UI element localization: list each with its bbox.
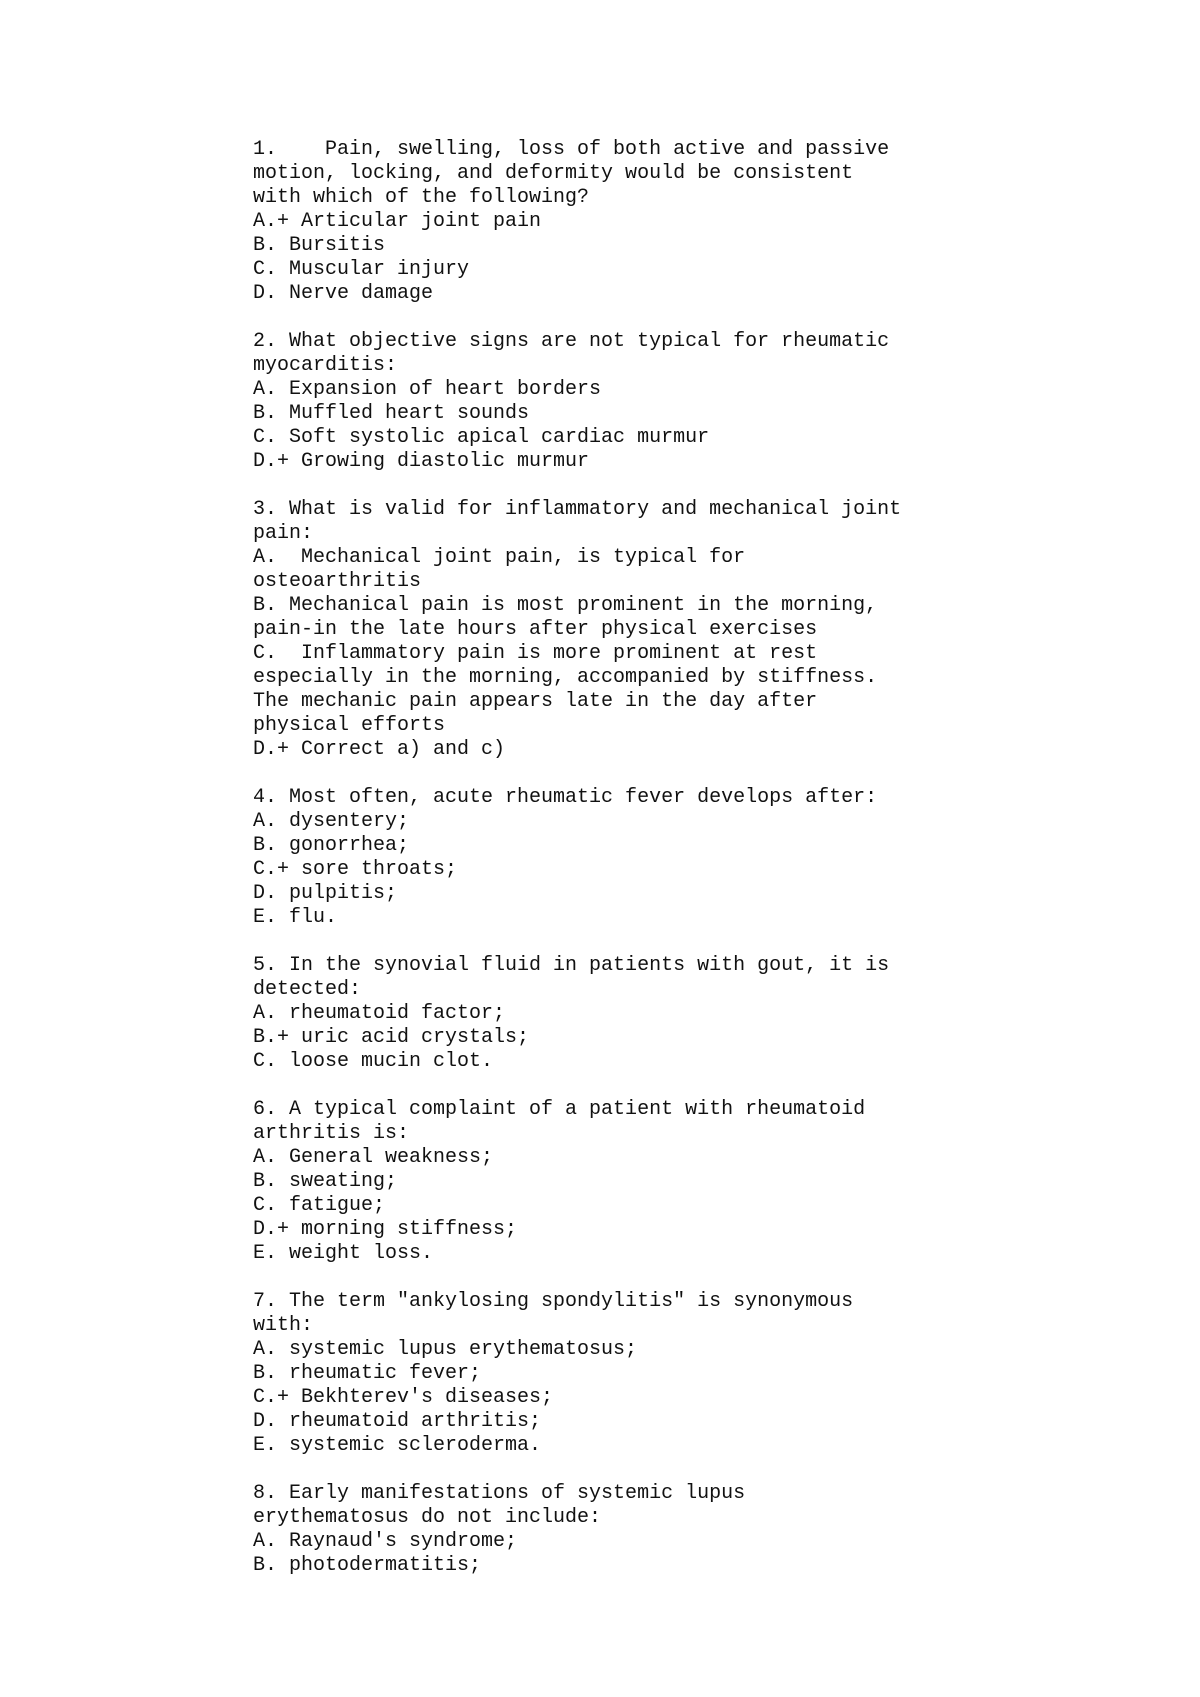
question-line: pain-in the late hours after physical exercises	[253, 618, 818, 641]
question-line: physical efforts	[253, 714, 446, 737]
question-line: myocarditis:	[253, 354, 398, 377]
question-line: C. Inflammatory pain is more prominent at rest	[253, 642, 818, 665]
question-line: with which of the following?	[253, 186, 590, 209]
question-line: C.+ sore throats;	[253, 858, 458, 881]
question-line: D.+ Growing diastolic murmur	[253, 450, 590, 473]
question-block	[253, 498, 1153, 762]
question-line: motion, locking, and deformity would be consistent	[253, 162, 854, 185]
question-block	[253, 138, 1153, 306]
question-line: E. weight loss.	[253, 1242, 434, 1265]
question-line: B. gonorrhea;	[253, 834, 410, 857]
question-block	[253, 1482, 1153, 1578]
question-text-line: 2. What objective signs are not typical for rheumatic	[253, 330, 890, 353]
question-line: D.+ morning stiffness;	[253, 1218, 518, 1241]
question-line: A. dysentery;	[253, 810, 410, 833]
question-line: erythematosus do not include:	[253, 1506, 602, 1529]
question-text-line: 4. Most often, acute rheumatic fever develops after:	[253, 786, 878, 809]
question-line: arthritis is:	[253, 1122, 410, 1145]
question-line: D.+ Correct a) and c)	[253, 738, 506, 761]
question-line: A. Expansion of heart borders	[253, 378, 602, 401]
question-block	[253, 786, 1153, 930]
question-line: B. photodermatitis;	[253, 1554, 482, 1577]
question-block	[253, 1290, 1153, 1458]
question-block	[253, 330, 1153, 474]
question-line: with:	[253, 1314, 314, 1337]
question-line: A. systemic lupus erythematosus;	[253, 1338, 638, 1361]
question-line: A. Mechanical joint pain, is typical for	[253, 546, 746, 569]
question-text-line: 5. In the synovial fluid in patients with gout, it is	[253, 954, 890, 977]
question-text-line: 7. The term "ankylosing spondylitis" is synonymous	[253, 1290, 854, 1313]
question-line: The mechanic pain appears late in the day after	[253, 690, 818, 713]
question-line: A. rheumatoid factor;	[253, 1002, 506, 1025]
question-line: C. loose mucin clot.	[253, 1050, 494, 1073]
question-text-line: 6. A typical complaint of a patient with rheumatoid	[253, 1098, 866, 1121]
question-line: B.+ uric acid crystals;	[253, 1026, 530, 1049]
question-text-line: 3. What is valid for inflammatory and mechanical joint	[253, 498, 902, 521]
question-line: E. systemic scleroderma.	[253, 1434, 542, 1457]
question-line: C.+ Bekhterev's diseases;	[253, 1386, 554, 1409]
question-line: D. Nerve damage	[253, 282, 434, 305]
question-line: C. fatigue;	[253, 1194, 386, 1217]
question-line: A. General weakness;	[253, 1146, 494, 1169]
question-line: B. Muffled heart sounds	[253, 402, 530, 425]
question-line: C. Muscular injury	[253, 258, 470, 281]
question-text-line: 8. Early manifestations of systemic lupus	[253, 1482, 746, 1505]
question-line: detected:	[253, 978, 362, 1001]
question-line: D. rheumatoid arthritis;	[253, 1410, 542, 1433]
question-text-line: 1. Pain, swelling, loss of both active and passive	[253, 138, 890, 161]
question-line: A.+ Articular joint pain	[253, 210, 542, 233]
question-line: B. rheumatic fever;	[253, 1362, 482, 1385]
question-line: pain:	[253, 522, 314, 545]
question-line: C. Soft systolic apical cardiac murmur	[253, 426, 710, 449]
question-line: B. Mechanical pain is most prominent in the morning,	[253, 594, 878, 617]
question-line: osteoarthritis	[253, 570, 422, 593]
question-line: A. Raynaud's syndrome;	[253, 1530, 518, 1553]
question-block	[253, 1098, 1153, 1266]
document-body	[253, 138, 1153, 1602]
question-line: B. sweating;	[253, 1170, 398, 1193]
question-line: D. pulpitis;	[253, 882, 398, 905]
question-block	[253, 954, 1153, 1074]
question-line: B. Bursitis	[253, 234, 386, 257]
question-line: especially in the morning, accompanied by stiffness.	[253, 666, 878, 689]
question-line: E. flu.	[253, 906, 338, 929]
